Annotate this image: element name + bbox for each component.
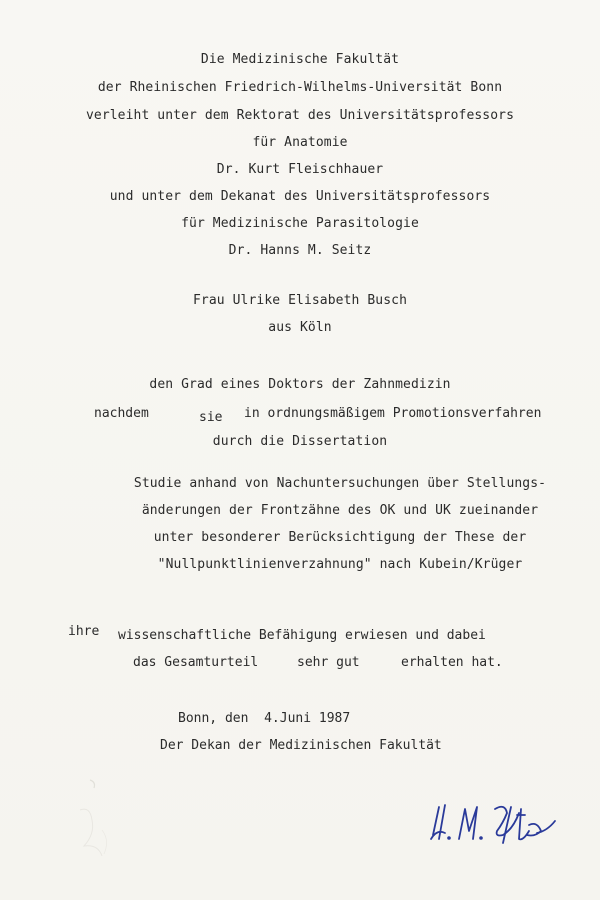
header-dean-field: für Medizinische Parasitologie: [181, 216, 419, 231]
header-dean-intro: und unter dem Dekanat des Universitätsprofessors: [109, 189, 491, 204]
degree-nachdem: nachdem: [94, 406, 149, 421]
dissertation-title-line3: unter besonderer Berücksichtigung der These der: [153, 530, 527, 545]
dissertation-title-line4: "Nullpunktlinienverzahnung" nach Kubein/Krüger: [157, 557, 523, 572]
degree-pronoun: sie: [199, 410, 223, 425]
degree-title: den Grad eines Doktors der Zahnmedizin: [149, 377, 451, 392]
header-rector-name: Dr. Kurt Fleischhauer: [216, 162, 384, 177]
recipient-origin: aus Köln: [268, 320, 332, 335]
result-assessment-line: wissenschaftliche Befähigung erwiesen und dabei: [118, 628, 486, 643]
result-overall-label: das Gesamturteil: [133, 655, 259, 670]
header-rector-intro: verleiht unter dem Rektorat des Universitätsprofessors: [85, 108, 515, 123]
closing-place-date: Bonn, den 4.Juni 1987: [178, 711, 351, 726]
result-ending: erhalten hat.: [401, 655, 503, 670]
degree-dissertation-intro: durch die Dissertation: [212, 434, 388, 449]
closing-dean-title: Der Dekan der Medizinischen Fakultät: [160, 738, 442, 753]
result-grade: sehr gut: [297, 655, 360, 670]
result-possessive: ihre: [68, 624, 100, 639]
header-university: der Rheinischen Friedrich-Wilhelms-Universität Bonn: [97, 80, 503, 95]
header-faculty: Die Medizinische Fakultät: [200, 52, 400, 67]
header-dean-name: Dr. Hanns M. Seitz: [228, 243, 372, 258]
dissertation-title-line2: änderungen der Frontzähne des OK und UK zueinander: [141, 503, 539, 518]
paper-smudge: [72, 770, 132, 870]
dean-signature: [425, 795, 565, 865]
header-rector-field: für Anatomie: [252, 135, 348, 150]
degree-procedure: in ordnungsmäßigem Promotionsverfahren: [244, 406, 542, 421]
dissertation-title-line1: Studie anhand von Nachuntersuchungen über Stellungs-: [133, 476, 547, 491]
recipient-name: Frau Ulrike Elisabeth Busch: [192, 293, 408, 308]
